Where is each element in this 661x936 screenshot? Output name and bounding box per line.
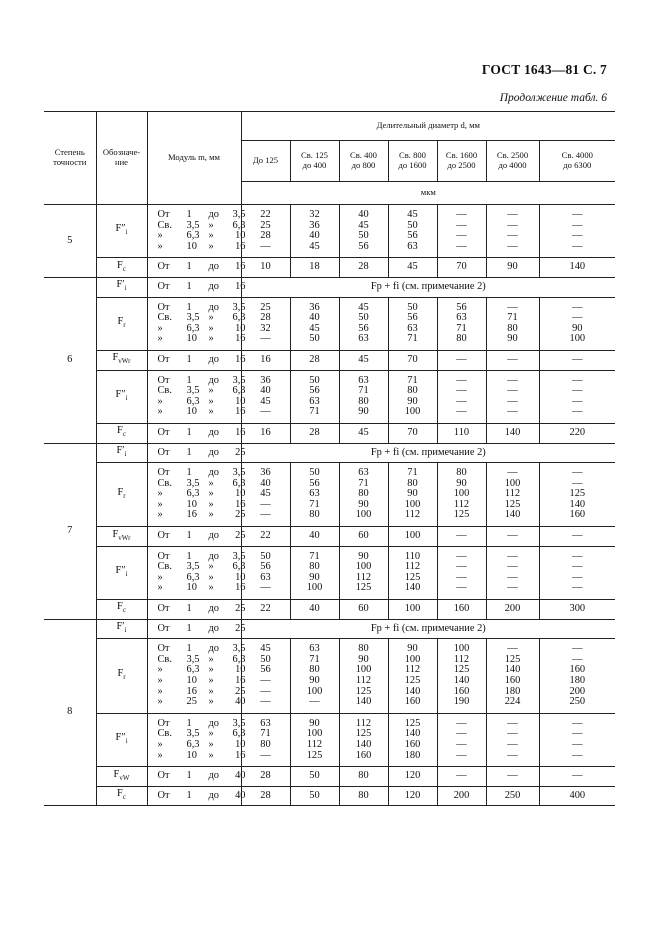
module-line: » 6,3 » 10 [157, 664, 246, 676]
value-cell: — — — — [486, 205, 539, 258]
value-cell: — — — — [539, 205, 615, 258]
module-line: От 1 до 25 [157, 446, 246, 458]
value-cell: 71 80 90 100 112 [388, 463, 437, 527]
table-row [44, 600, 615, 620]
table-row [44, 350, 615, 370]
module-line: » 10 » 16 [157, 675, 246, 686]
value-cell: 200 [486, 600, 539, 620]
module-line: От 1 до 3,5 [157, 301, 246, 313]
module-line: От 1 до 3,5 [157, 717, 246, 729]
value-cell: 32 36 40 45 [290, 205, 339, 258]
value-cell: — — — — [437, 713, 486, 766]
value-cell: 16 [241, 350, 290, 370]
value-cell: 45 [339, 423, 388, 443]
module-line: » 16 » 25 [157, 685, 246, 697]
value-cell: — [539, 527, 615, 547]
value-cell: 28 [241, 767, 290, 787]
module-line: От 1 до 16 [157, 426, 246, 438]
tolerance-symbol: $F_c$ [96, 600, 147, 620]
module-line: Св. 3,5 » 6,3 [157, 653, 246, 665]
value-cell: — [437, 767, 486, 787]
module-range [147, 546, 246, 599]
value-cell: — — 160 180 200 250 [539, 639, 615, 714]
value-cell: 80 90 100 112 125 [437, 463, 486, 527]
value-cell: — [539, 767, 615, 787]
value-cell: 40 45 50 56 [339, 205, 388, 258]
module-range [147, 600, 246, 620]
module-range [147, 639, 246, 714]
diameter-col-header: Св. 1600 до 2500 [437, 141, 486, 182]
value-cell: 50 56 63 — [241, 546, 290, 599]
value-cell: 50 56 63 71 [290, 370, 339, 423]
value-cell: 120 [388, 767, 437, 787]
value-cell: — [437, 350, 486, 370]
value-cell: 28 [290, 423, 339, 443]
value-cell: 28 [290, 350, 339, 370]
tolerance-symbol: $F''_i$ [96, 370, 147, 423]
module-line: » 6,3 » 10 [157, 571, 246, 583]
diameter-col-header: Св. 2500 до 4000 [486, 141, 539, 182]
module-range [147, 277, 246, 297]
tolerance-symbol: $F'_i$ [96, 443, 147, 463]
table-row [44, 370, 615, 423]
module-line: От 1 до 25 [157, 622, 246, 634]
value-cell: — — — — [486, 370, 539, 423]
module-range [147, 527, 246, 547]
tolerance-symbol: $F_r$ [96, 297, 147, 350]
module-line: » 10 » 16 [157, 749, 246, 761]
module-line: Св. 3,5 » 6,3 [157, 561, 246, 573]
value-cell: 63 71 80 90 100 — [290, 639, 339, 714]
table-row [44, 639, 615, 714]
module-range [147, 463, 246, 527]
value-cell: 50 [290, 786, 339, 806]
module-line: Св. 3,5 » 6,3 [157, 477, 246, 489]
value-cell: 90 100 112 125 140 160 [388, 639, 437, 714]
value-cell: — — — — [437, 370, 486, 423]
value-cell: 60 [339, 600, 388, 620]
value-cell: 110 [437, 423, 486, 443]
module-line: » 6,3 » 10 [157, 230, 246, 242]
value-cell: 100 [388, 527, 437, 547]
value-cell: 71 80 90 100 [290, 546, 339, 599]
note-cell: Fp + fi (см. примечание 2) [241, 277, 615, 297]
module-line: От 1 до 3,5 [157, 209, 246, 220]
value-cell: 63 71 80 — [241, 713, 290, 766]
module-line: Св. 3,5 » 6,3 [157, 219, 246, 231]
value-cell: 90 [486, 258, 539, 278]
value-cell: 16 [241, 423, 290, 443]
value-cell: 112 125 140 160 [339, 713, 388, 766]
value-cell: 200 [437, 786, 486, 806]
tolerance-symbol: $F'_i$ [96, 277, 147, 297]
module-line: » 6,3 » 10 [157, 738, 246, 750]
value-cell: 22 25 28 — [241, 205, 290, 258]
value-cell: 50 [290, 767, 339, 787]
table-row [44, 786, 615, 806]
diameter-col-header: Св. 800 до 1600 [388, 141, 437, 182]
module-range [147, 767, 246, 787]
table-row [44, 423, 615, 443]
value-cell: — [539, 350, 615, 370]
value-cell: 80 90 100 112 125 140 [339, 639, 388, 714]
table-row [44, 713, 615, 766]
value-cell: 45 [339, 350, 388, 370]
value-cell: 63 71 80 90 100 [339, 463, 388, 527]
module-line: » 6,3 » 10 [157, 395, 246, 407]
module-range [147, 258, 246, 278]
accuracy-degree: 8 [44, 619, 96, 806]
value-cell: 45 [388, 258, 437, 278]
value-cell: 56 63 71 80 [437, 297, 486, 350]
table-continuation: Продолжение табл. 6 [499, 92, 607, 104]
value-cell: 71 80 90 100 [388, 370, 437, 423]
tolerance-symbol: $F''_i$ [96, 205, 147, 258]
value-cell: 125 140 160 180 [388, 713, 437, 766]
value-cell: 70 [388, 350, 437, 370]
value-cell: 63 71 80 90 [339, 370, 388, 423]
value-cell: 140 [539, 258, 615, 278]
module-line: » 6,3 » 10 [157, 322, 246, 334]
module-line: От 1 до 25 [157, 603, 246, 615]
module-line: Св. 3,5 » 6,3 [157, 728, 246, 740]
value-cell: 36 40 45 50 [290, 297, 339, 350]
module-range [147, 713, 246, 766]
tolerance-symbol: $F_r$ [96, 639, 147, 714]
value-cell: — [486, 350, 539, 370]
degree-header: Степень точности [44, 112, 96, 205]
value-cell: — — 125 140 160 [539, 463, 615, 527]
accuracy-degree: 6 [44, 277, 96, 443]
module-range [147, 350, 246, 370]
table-row [44, 527, 615, 547]
value-cell: 220 [539, 423, 615, 443]
module-range [147, 443, 246, 463]
tolerance-symbol: $F_r$ [96, 463, 147, 527]
value-cell: 10 [241, 258, 290, 278]
module-line: » 10 » 16 [157, 240, 246, 252]
tolerance-symbol: $F_{vWr}$ [96, 527, 147, 547]
value-cell: 70 [437, 258, 486, 278]
value-cell: 110 112 125 140 [388, 546, 437, 599]
value-cell: — [486, 527, 539, 547]
module-header: Модуль m, мм [147, 112, 241, 205]
value-cell: 22 [241, 600, 290, 620]
tolerance-symbol: $F_c$ [96, 786, 147, 806]
value-cell: — 125 140 160 180 224 [486, 639, 539, 714]
value-cell: 90 100 112 125 [339, 546, 388, 599]
module-line: Св. 3,5 » 6,3 [157, 385, 246, 397]
table-row [44, 619, 615, 639]
value-cell: 40 [290, 600, 339, 620]
table-row [44, 205, 615, 258]
tolerance-symbol: $F_{vW}$ [96, 767, 147, 787]
module-line: » 10 » 16 [157, 406, 246, 418]
module-line: От 1 до 40 [157, 789, 246, 801]
value-cell: 36 40 45 — [241, 370, 290, 423]
value-cell: 80 [339, 786, 388, 806]
value-cell: 45 50 56 63 [339, 297, 388, 350]
diameter-col-header: Св. 400 до 800 [339, 141, 388, 182]
module-line: » 6,3 » 10 [157, 488, 246, 500]
diameter-col-header: Св. 125 до 400 [290, 141, 339, 182]
value-cell: — — — — [437, 546, 486, 599]
module-line: От 1 до 3,5 [157, 467, 246, 479]
value-cell: 100 112 125 140 160 190 [437, 639, 486, 714]
module-line: От 1 до 3,5 [157, 550, 246, 562]
module-range [147, 205, 246, 258]
note-cell: Fp + fi (см. примечание 2) [241, 619, 615, 639]
table-row [44, 546, 615, 599]
table-row [44, 463, 615, 527]
table-row [44, 297, 615, 350]
value-cell: 40 [290, 527, 339, 547]
tolerance-symbol: $F_c$ [96, 258, 147, 278]
symbol-header: Обозначе-ние [96, 112, 147, 205]
value-cell: 18 [290, 258, 339, 278]
value-cell: 250 [486, 786, 539, 806]
value-cell: 25 28 32 — [241, 297, 290, 350]
module-line: От 1 до 16 [157, 353, 246, 365]
value-cell: 28 [241, 786, 290, 806]
module-range [147, 370, 246, 423]
value-cell: — [486, 767, 539, 787]
value-cell: 45 50 56 63 [388, 205, 437, 258]
module-range [147, 297, 246, 350]
module-range [147, 423, 246, 443]
unit-label: мкм [241, 182, 615, 205]
value-cell: 100 [388, 600, 437, 620]
tolerance-symbol: $F''_i$ [96, 546, 147, 599]
page-header: ГОСТ 1643—81 С. 7 [481, 62, 607, 77]
value-cell: 160 [437, 600, 486, 620]
value-cell: — 71 80 90 [486, 297, 539, 350]
value-cell: — — — — [539, 370, 615, 423]
value-cell: — — — — [539, 546, 615, 599]
accuracy-degree: 7 [44, 443, 96, 619]
accuracy-degree: 5 [44, 205, 96, 278]
value-cell: 50 56 63 71 [388, 297, 437, 350]
value-cell: 36 40 45 — — [241, 463, 290, 527]
module-line: От 1 до 25 [157, 530, 246, 542]
module-line: От 1 до 16 [157, 280, 246, 292]
module-line: » 16 » 25 [157, 509, 246, 521]
module-range [147, 619, 246, 639]
value-cell: — [437, 527, 486, 547]
tolerance-symbol: $F_c$ [96, 423, 147, 443]
value-cell: 28 [339, 258, 388, 278]
diameter-col-header: До 125 [241, 141, 290, 182]
note-cell: Fp + fi (см. примечание 2) [241, 443, 615, 463]
value-cell: — — 90 100 [539, 297, 615, 350]
tolerance-symbol: $F''_i$ [96, 713, 147, 766]
module-line: » 10 » 16 [157, 582, 246, 594]
value-cell: — — — — [437, 205, 486, 258]
value-cell: 300 [539, 600, 615, 620]
value-cell: 90 100 112 125 [290, 713, 339, 766]
value-cell: — 100 112 125 140 [486, 463, 539, 527]
diameter-header: Делительный диаметр d, мм [241, 112, 615, 141]
value-cell: — — — — [486, 713, 539, 766]
value-cell: 45 50 56 — — — [241, 639, 290, 714]
value-cell: — — — — [486, 546, 539, 599]
diameter-col-header: Св. 4000 до 6300 [539, 141, 615, 182]
value-cell: 400 [539, 786, 615, 806]
table-row [44, 277, 615, 297]
module-line: От 1 до 40 [157, 770, 246, 782]
module-line: От 1 до 3,5 [157, 643, 246, 655]
module-line: » 10 » 16 [157, 333, 246, 345]
table-row [44, 767, 615, 787]
value-cell: 50 56 63 71 80 [290, 463, 339, 527]
module-line: » 10 » 16 [157, 498, 246, 510]
table-row [44, 443, 615, 463]
tolerance-symbol: $F'_i$ [96, 619, 147, 639]
value-cell: 140 [486, 423, 539, 443]
module-line: От 1 до 16 [157, 261, 246, 273]
value-cell: 22 [241, 527, 290, 547]
value-cell: — — — — [539, 713, 615, 766]
module-range [147, 786, 246, 806]
tolerance-symbol: $F_{vWr}$ [96, 350, 147, 370]
table-row [44, 258, 615, 278]
value-cell: 60 [339, 527, 388, 547]
module-line: » 25 » 40 [157, 696, 246, 708]
value-cell: 120 [388, 786, 437, 806]
value-cell: 70 [388, 423, 437, 443]
value-cell: 80 [339, 767, 388, 787]
tolerance-table [44, 111, 615, 806]
module-line: Св. 3,5 » 6,3 [157, 312, 246, 324]
module-line: От 1 до 3,5 [157, 374, 246, 386]
